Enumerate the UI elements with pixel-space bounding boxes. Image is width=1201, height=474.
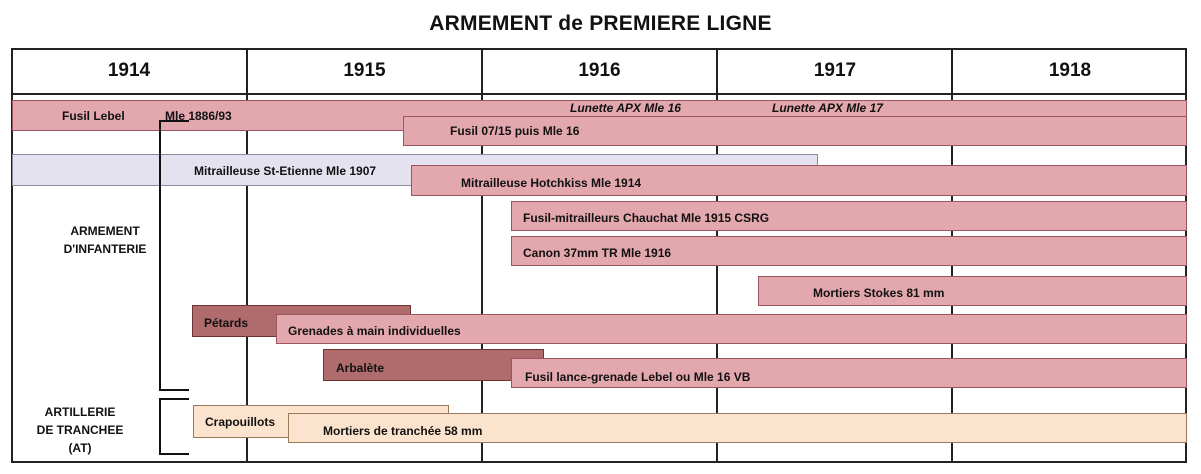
label-canon-37mm: Canon 37mm TR Mle 1916	[523, 246, 672, 260]
label-petards: Pétards	[204, 316, 249, 330]
brace-artillerie-bottom	[159, 453, 189, 455]
category-trench-line3: (AT)	[68, 441, 92, 455]
category-trench-line2: DE TRANCHEE	[36, 423, 124, 437]
label-mitrailleuse-st-etienne: Mitrailleuse St-Etienne Mle 1907	[194, 164, 377, 178]
brace-infanterie-bottom	[159, 389, 189, 391]
brace-artillerie-top	[159, 398, 189, 400]
category-infanterie-line1: ARMEMENT	[70, 224, 140, 238]
year-1917: 1917	[813, 60, 857, 81]
year-1914: 1914	[107, 60, 151, 81]
label-stokes: Mortiers Stokes 81 mm	[813, 286, 945, 300]
year-1918: 1918	[1048, 60, 1092, 81]
label-lunette-17-text: Lunette APX Mle 17	[772, 101, 883, 115]
label-lunette-17	[772, 101, 883, 115]
page-title: ARMEMENT de PREMIERE LIGNE	[429, 12, 772, 35]
label-mle-1886: Mle 1886/93	[165, 109, 232, 123]
year-header	[11, 48, 1187, 95]
label-crapouillots: Crapouillots	[205, 415, 276, 429]
label-lunette-16-text: Lunette APX Mle 16	[570, 101, 681, 115]
brace-artillerie	[159, 398, 161, 454]
label-fusil-0715: Fusil 07/15 puis Mle 16	[450, 124, 580, 138]
label-arbalete: Arbalète	[336, 361, 385, 375]
label-hotchkiss: Mitrailleuse Hotchkiss Mle 1914	[461, 176, 642, 190]
year-1915: 1915	[343, 60, 386, 81]
label-chauchat: Fusil-mitrailleurs Chauchat Mle 1915 CSRG	[523, 211, 770, 225]
label-lunette-16	[570, 101, 681, 115]
category-artillerie-tranchee	[20, 403, 140, 457]
label-grenades: Grenades à main individuelles	[288, 324, 461, 338]
year-1916: 1916	[578, 60, 621, 81]
category-infanterie	[30, 222, 180, 258]
category-trench-line1: ARTILLERIE	[44, 405, 116, 419]
label-lance-grenade: Fusil lance-grenade Lebel ou Mle 16 VB	[525, 370, 751, 384]
brace-infanterie	[159, 120, 161, 390]
brace-infanterie-top	[159, 120, 189, 122]
label-mortiers-58mm: Mortiers de tranchée 58 mm	[323, 424, 483, 438]
category-infanterie-line2: D'INFANTERIE	[63, 242, 147, 256]
label-fusil-lebel: Fusil Lebel	[62, 109, 125, 123]
